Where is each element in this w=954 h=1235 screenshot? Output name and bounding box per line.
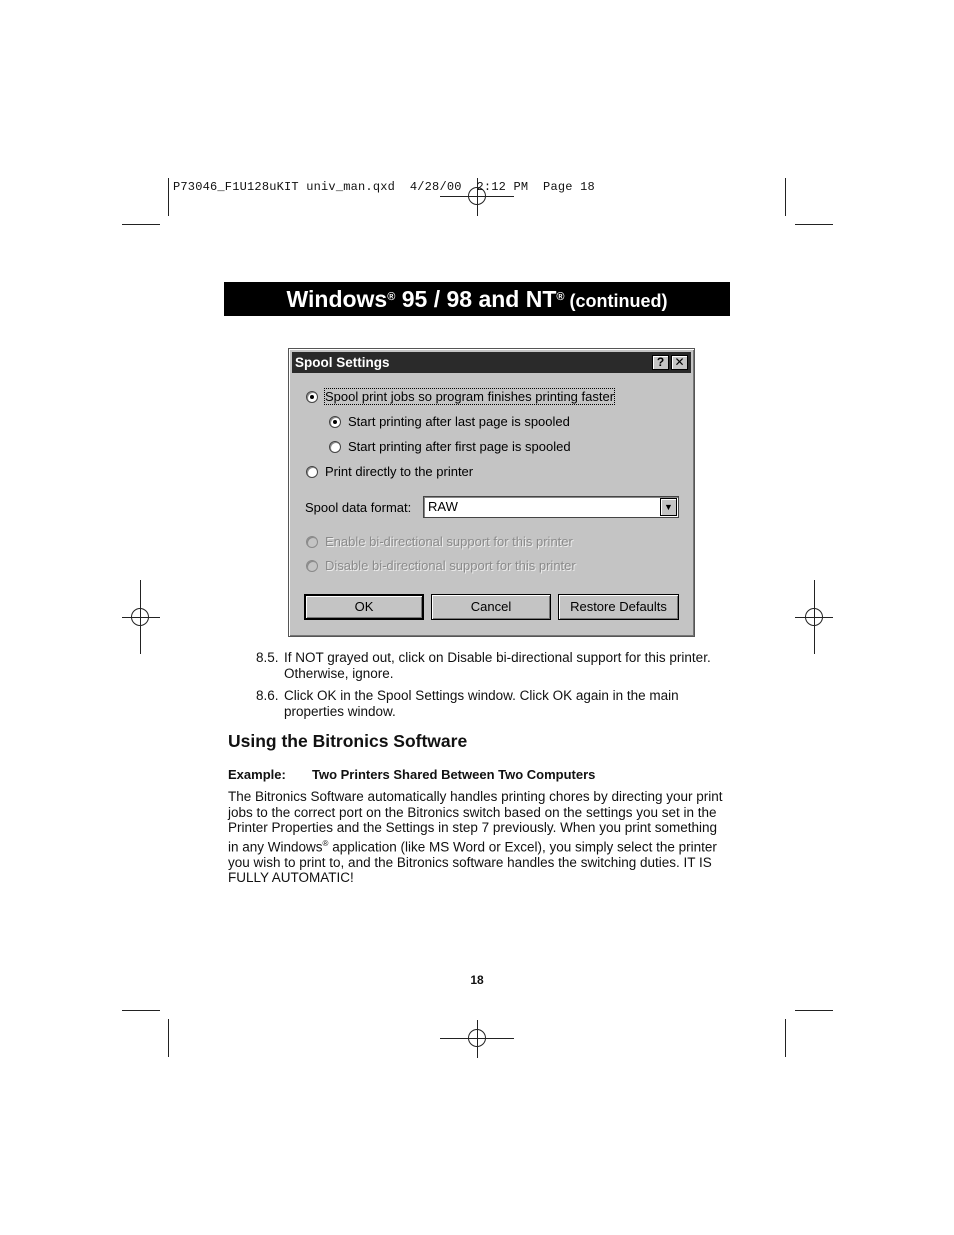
close-icon[interactable]: ✕	[671, 355, 688, 370]
chevron-down-icon[interactable]: ▼	[660, 498, 677, 516]
disable-bidi-option	[306, 557, 576, 575]
section-title-bar	[224, 282, 730, 316]
help-button[interactable]: ?	[652, 355, 669, 370]
dialog-title-bar	[292, 352, 691, 373]
section-heading: Using the Bitronics Software	[228, 731, 468, 751]
registered-mark: ®	[387, 291, 396, 303]
radio-disabled-icon	[306, 536, 318, 548]
enable-bidi-option	[306, 533, 573, 551]
restore-defaults-button[interactable]: Restore Defaults	[558, 594, 679, 620]
radio-unselected-icon[interactable]	[306, 466, 318, 478]
title-main: Windows	[286, 286, 388, 312]
paragraph-part2: application (like MS Word or Excel), you simply select the printer you wish to print to, and the Bitronics software handles the switching duties. IT IS FULLY AUTOMATIC!	[228, 839, 717, 886]
print-directly-option[interactable]	[306, 463, 473, 481]
radio-selected-icon[interactable]	[329, 416, 341, 428]
title-middle: 95 / 98 and NT	[395, 286, 557, 312]
spool-format-select[interactable]	[423, 496, 679, 518]
spool-format-label: Spool data format:	[305, 500, 412, 515]
enable-bidi-label: Enable bi-directional support for this printer	[325, 534, 573, 549]
registered-mark: ®	[556, 291, 565, 303]
start-after-first-label: Start printing after first page is spooled	[348, 439, 571, 454]
start-after-first-option[interactable]	[329, 438, 571, 456]
step-text: If NOT grayed out, click on Disable bi-directional support for this printer. Otherwise, ignore.	[284, 650, 711, 681]
paragraph-part1: The Bitronics Software automatically handles printing chores by directing your print jobs to the correct port on the Bitronics switch based on the settings you set in the Printer Properties and the Settings in step 7 previously. When you print something in any Windows	[228, 789, 723, 855]
step-text: Click OK in the Spool Settings window. Click OK again in the main properties window.	[284, 688, 679, 719]
registered-mark: ®	[322, 838, 329, 848]
example-line	[228, 767, 595, 782]
print-slug: P73046_F1U128uKIT univ_man.qxd 4/28/00 2:12 PM Page 18	[173, 180, 595, 194]
example-text: Two Printers Shared Between Two Computers	[312, 767, 596, 782]
title-continued: (continued)	[564, 291, 668, 311]
radio-selected-icon[interactable]	[306, 391, 318, 403]
start-after-last-option[interactable]	[329, 413, 570, 431]
print-directly-label: Print directly to the printer	[325, 464, 474, 479]
spool-format-value: RAW	[428, 499, 458, 514]
dialog-title: Spool Settings	[295, 355, 390, 370]
step-number: 8.6.	[256, 688, 279, 703]
body-paragraph	[228, 789, 728, 886]
page-number: 18	[470, 973, 484, 987]
spool-option[interactable]	[306, 388, 614, 406]
radio-unselected-icon[interactable]	[329, 441, 341, 453]
spool-option-label: Spool print jobs so program finishes printing faster	[325, 389, 615, 404]
step-number: 8.5.	[256, 650, 279, 665]
start-after-last-label: Start printing after last page is spooled	[348, 414, 570, 429]
disable-bidi-label: Disable bi-directional support for this printer	[325, 558, 576, 573]
radio-disabled-icon	[306, 560, 318, 572]
example-label: Example:	[228, 767, 286, 782]
ok-button[interactable]: OK	[304, 594, 424, 620]
spool-settings-dialog	[288, 348, 695, 637]
cancel-button[interactable]: Cancel	[431, 594, 551, 620]
